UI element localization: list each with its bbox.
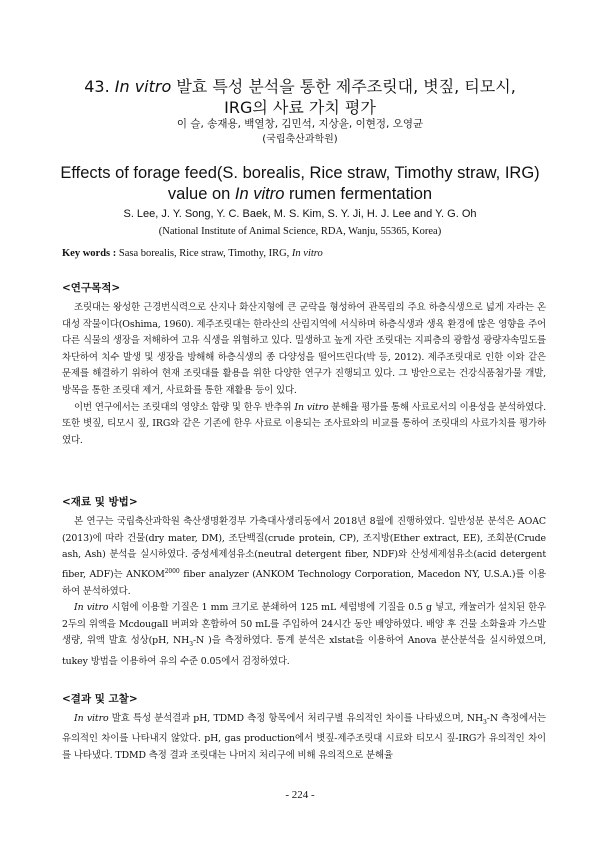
title-number: 43. <box>84 77 110 96</box>
purpose-paragraph-1: 조릿대는 왕성한 근경번식력으로 산지나 화산지형에 큰 군락을 형성하여 관목림의 주요 하층식생으로 넓게 자라는 온대성 작물이다(Oshima, 1960). 제주조릿대는 한라산의 산림지역에 서식하며 하층식생과 생육 환경에 많은 영향을 주어 다른 식물의 생장을 저해하여 고유 식생을 위협하고 있다. 밀생하고 높게 자란 조릿대는 지피층의 광합성 광량자속밀도를 차단하여 치수 발생 및 생장을 방해해 하층식생의 종 다양성을 떨어뜨린다(박 등, 2012). 제주조릿대로 인한 이와 같은 문제를 해결하기 위하여 현재 조릿대를 활용을 위한 다양한 연구가 진행되고 있다. 그 방안으로는 건강식품첨가물 개발, 방목을 통한 조릿대 제거, 사료화를 통한 재활용 등이 있다. <box>62 302 546 396</box>
title-invitro: In vitro <box>114 77 172 96</box>
section-heading-results: <결과 및 고찰> <box>62 693 138 705</box>
english-title-line-2: value on In vitro rumen fermentation <box>167 185 433 203</box>
english-title <box>0 163 600 205</box>
section-heading-purpose: <연구목적> <box>62 282 121 294</box>
methods-paragraph-2: In vitro 시험에 이용할 기질은 1 mm 크기로 분쇄하여 125 mL 세럼병에 기질을 0.5 g 넣고, 캐뉼러가 설치된 한우 2두의 위액을 Mcdougall 버퍼와 혼합하여 50 mL를 주입하여 24시간 동안 배양하였다. 배양 후 건물 소화율과 가스발생량, 위액 발효 성상(pH, $NH_3-N$ )을 측정하였다. 통계 분석은 xlstat을 이용하여 Anova 분산분석을 실시하였으며, tukey 방법을 이용하여 유의 수준 0.05에서 검정하였다. <box>62 602 546 667</box>
keywords-label: Key words : <box>62 248 117 259</box>
page-number: - 224 - <box>285 789 315 801</box>
korean-title <box>0 76 600 118</box>
section-purpose <box>62 281 546 449</box>
english-title-line-1: Effects of forage feed(S. borealis, Rice straw, Timothy straw, IRG) <box>60 164 540 182</box>
korean-title-line-1 <box>0 76 600 97</box>
section-results <box>62 692 546 765</box>
section-heading-methods: <재료 및 방법> <box>62 496 138 508</box>
purpose-paragraph-2: 이번 연구에서는 조릿대의 영양소 함량 및 한우 반추위 In vitro 분해율 평가를 통해 사료로서의 이용성을 분석하였다. 또한 볏짚, 티모시 짚, IRG와 같은 기존에 한우 사료로 이용되는 조사료와의 비교를 통하여 조릿대의 사료가치를 평가하였다. <box>62 401 546 446</box>
english-affiliation: (National Institute of Animal Science, RDA, Wanju, 55365, Korea) <box>158 226 442 237</box>
methods-paragraph-1: 본 연구는 국립축산과학원 축산생명환경부 가축대사생리동에서 2018년 8월에 진행하였다. 일반성분 분석은 AOAC (2013)에 따라 건물(dry mater, DM), 조단백질(crude protein, CP), 조지방(Ether extract, EE), 조회분(Crude ash, Ash) 분석을 실시하였다. 중성세제섬유소(neutral detergent fiber, NDF)와 산성세제섬유소(acid detergent fiber, ADF)는 $ANKOM^{2000}$ fiber analyzer (ANKOM Technology Corporation, Macedon NY, U.S.A.)를 이용하여 분석하였다. <box>62 516 547 597</box>
section-methods <box>62 495 546 670</box>
title-line1-rest: 발효 특성 분석을 통한 제주조릿대, 볏짚, 티모시, <box>171 77 516 96</box>
keywords: Key words : Sasa borealis, Rice straw, Timothy, IRG, In vitro <box>62 248 323 259</box>
korean-title-line-2: IRG의 사료 가치 평가 <box>224 98 376 117</box>
english-authors: S. Lee, J. Y. Song, Y. C. Baek, M. S. Kim, S. Y. Ji, H. J. Lee and Y. G. Oh <box>123 208 477 220</box>
korean-affiliation: (국립축산과학원) <box>262 134 338 145</box>
korean-authors: 이 슬, 송재용, 백열창, 김민석, 지상윤, 이현정, 오영균 <box>176 118 424 130</box>
results-paragraph-1: In vitro 발효 특성 분석결과 pH, TDMD 측정 항목에서 처리구별 유의적인 차이를 나타냈으며, $NH_3-N$ 측정에서는 유의적인 차이를 나타내지 않았다. pH, gas production에서 볏짚-제주조릿대 시료와 티모시 짚-IRG가 유의적인 차이를 나타냈다. TDMD 측정 결과 조릿대는 나머지 처리구에 비해 유의적으로 분해율 <box>62 713 546 762</box>
